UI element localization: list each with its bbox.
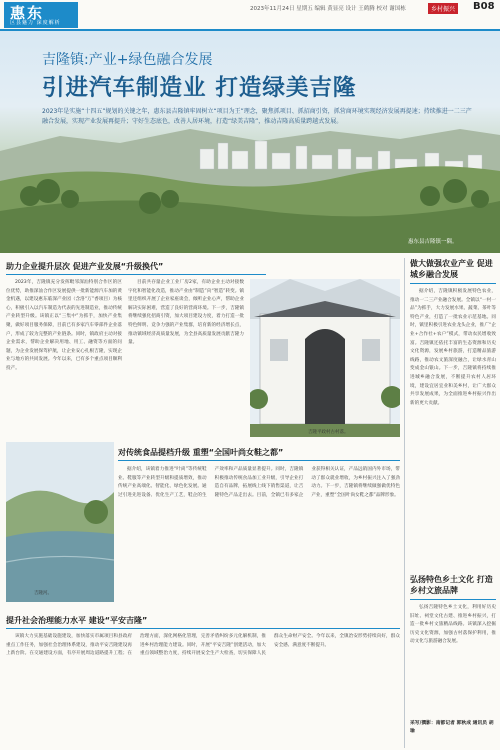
- village-photo: [250, 279, 400, 437]
- river-photo-caption: 吉隆河。: [34, 591, 52, 596]
- river-photo: [6, 442, 114, 602]
- masthead-title: 惠东: [10, 4, 45, 22]
- article5-rule: [410, 599, 496, 600]
- ancient-village-image: [250, 279, 400, 437]
- article3-rule: [6, 628, 400, 629]
- article2-heading: 对传统食品提档升级 重塑“全国叶尚女鞋之都”: [118, 448, 284, 457]
- article2-rule: [118, 460, 400, 461]
- article4-rule: [410, 283, 496, 284]
- masthead-logo: [4, 2, 78, 28]
- hero-caption: 惠东县吉隆镇一隅。: [408, 239, 458, 245]
- article5-heading: 弘扬特色乡土文化 打造乡村文旅品牌: [410, 575, 493, 595]
- article4-heading: 做大做强农业产业 促进城乡融合发展: [410, 259, 493, 279]
- article1-heading: 助力企业提升层次 促进产业发展“升级换代”: [6, 262, 164, 271]
- page-number: B08: [473, 1, 495, 12]
- article2-text: 据介绍，该镇着力推进“叶尚”等传统鞋业、鞋服等产业转型升级和提质增效，推动传统产业高端化、智能化、绿色化发展。通过引进先进设备、优化生产工艺，鞋企的生产效率和产品质量显著提升。同时，吉隆镇积极推动传统食品加工业升级，引导企业打造自有品牌，拓展线上线下销售渠道，让吉隆特色产品走出去。目前，全镇已有多家企业获得相关认证，产品远销国内外市场，带动了群众就业增收，为乡村振兴注入了强劲动力。下一步，吉隆镇将继续做强做优特色产业，重塑“全国叶尚女鞋之都”品牌形象。: [118, 467, 400, 498]
- article3-text: 该镇大力实施基础设施建设，加快落实市属项目和县政府重点工作任务，加强社会治理体系建设，推动平安吉隆建设再上新台阶。在交通建设方面，有序开展周边道路提升工程；在治理方面，深化网格化管理，完善矛盾纠纷多元化解机制，推进乡村治理能力建设。同时，开展“平安吉隆”创建活动，加大重点领域整治力度，持续开展安全生产大检查，切实保障人民群众生命财产安全。今年以来，全镇治安形势持续向好，群众安全感、满意度不断提升。: [6, 634, 400, 657]
- section-tag: 乡村振兴: [428, 3, 458, 14]
- masthead: [0, 0, 500, 30]
- article1-col1: 2023年，吉隆镇充分发挥毗邻深汕特别合作区的区位优势，助推深汕合作区发展提供一批新能源汽车加的黄金机遇，以建设惠东临深产业园（含洛“万”香项目）为核心，积极引入以汽车制造为代表的先进制造业，推动传统产业转型升级。该镇正以“三集中”为抓手，加快产业集聚，做好项目服务保障，目前已有多家汽车零部件企业落户，形成了较为完整的产业链条。同时，镇政府主动对接企业需求，帮助企业解决用地、用工、融资等方面的问题，为企业发展保驾护航，让企业安心扎根吉隆，实现企业与地方的共同发展。今年以来，已有多个重点项目顺利投产。: [6, 280, 122, 371]
- village-photo-caption: 吉隆平政村古村落。: [308, 430, 349, 435]
- article5-text: 弘扬吉隆特色乡土文化，利用好历史旧址、祠堂文化古建、推进乡村振兴，打造一批乡村文旅精品线路。该镇深入挖掘历史文化资源，加强古村落保护利用，推动文化与旅游融合发展。: [410, 605, 496, 645]
- author-credit: 采写/撰影：南都记者 郭秋成 通讯员 胡瑜: [410, 721, 494, 734]
- masthead-slogan: 区县魅力 深度解析: [10, 20, 61, 26]
- article3-heading: 提升社会治理能力水平 建设“平安吉隆”: [6, 616, 148, 625]
- article1-rule: [6, 274, 266, 275]
- issue-meta: 2023年11月24日 星期五 编辑 黄显亮 设计 王鹤腾 校对 谢国栋: [250, 6, 406, 12]
- hero-title: 引进汽车制造业 打造绿美吉隆: [42, 75, 357, 101]
- hero-intro: 2023年是实施“十四五”规划的关键之年，惠东县吉隆镇牢固树立“项目为王”理念，聚焦抓项目、抓招商引资，抓营商环境实现经济发展再提速；持续推进一二三产融合发展，实现产业发展再提升；守好生态底色，改善人居环境，打造“绿美吉隆”，推动吉隆高质量跨越式发展。: [42, 108, 472, 125]
- hero-subtitle: 吉隆镇:产业+绿色融合发展: [42, 52, 213, 68]
- river-image: [6, 442, 114, 602]
- article4-text: 据介绍，吉隆镇积极发展特色农业，推动一二三产业融合发展。全镇以“一村一品”为抓手，大力发展水果、蔬菜、茶叶等特色产业，打造了一批农业示范基地。同时，镇里积极引进农业龙头企业，推广“企业+合作社+农户”模式，带动农民增收致富。吉隆镇还依托丰富的生态资源和历史文化资源，发展乡村旅游，打造精品旅游线路，推动农文旅深度融合，让绿水青山变成金山银山。下一步，吉隆镇将持续推进城乡融合发展，不断提升农村人居环境，建设宜居宜业和美乡村，让广大群众共享发展成果，为全面推进乡村振兴作出新的更大贡献。: [410, 289, 496, 406]
- article1-col2: 目前共存量企业工业厂房2家，有助企业主动对接数字化和智能化改造，推动产业由“制造”向“智造”转变。镇里还组织开展了企业家座谈会，倾听企业心声，帮助企业解决实际困难，营造了良好的营商环境。下一步，吉隆镇将继续强化招商引资，加大项目建设力度，着力打造一批特色鲜明、竞争力强的产业集群，培育新的经济增长点，推动镇域经济高质量发展，为全县高质量发展贡献吉隆力量。: [128, 280, 244, 346]
- column-divider: [404, 258, 405, 748]
- hero-banner: [0, 31, 500, 253]
